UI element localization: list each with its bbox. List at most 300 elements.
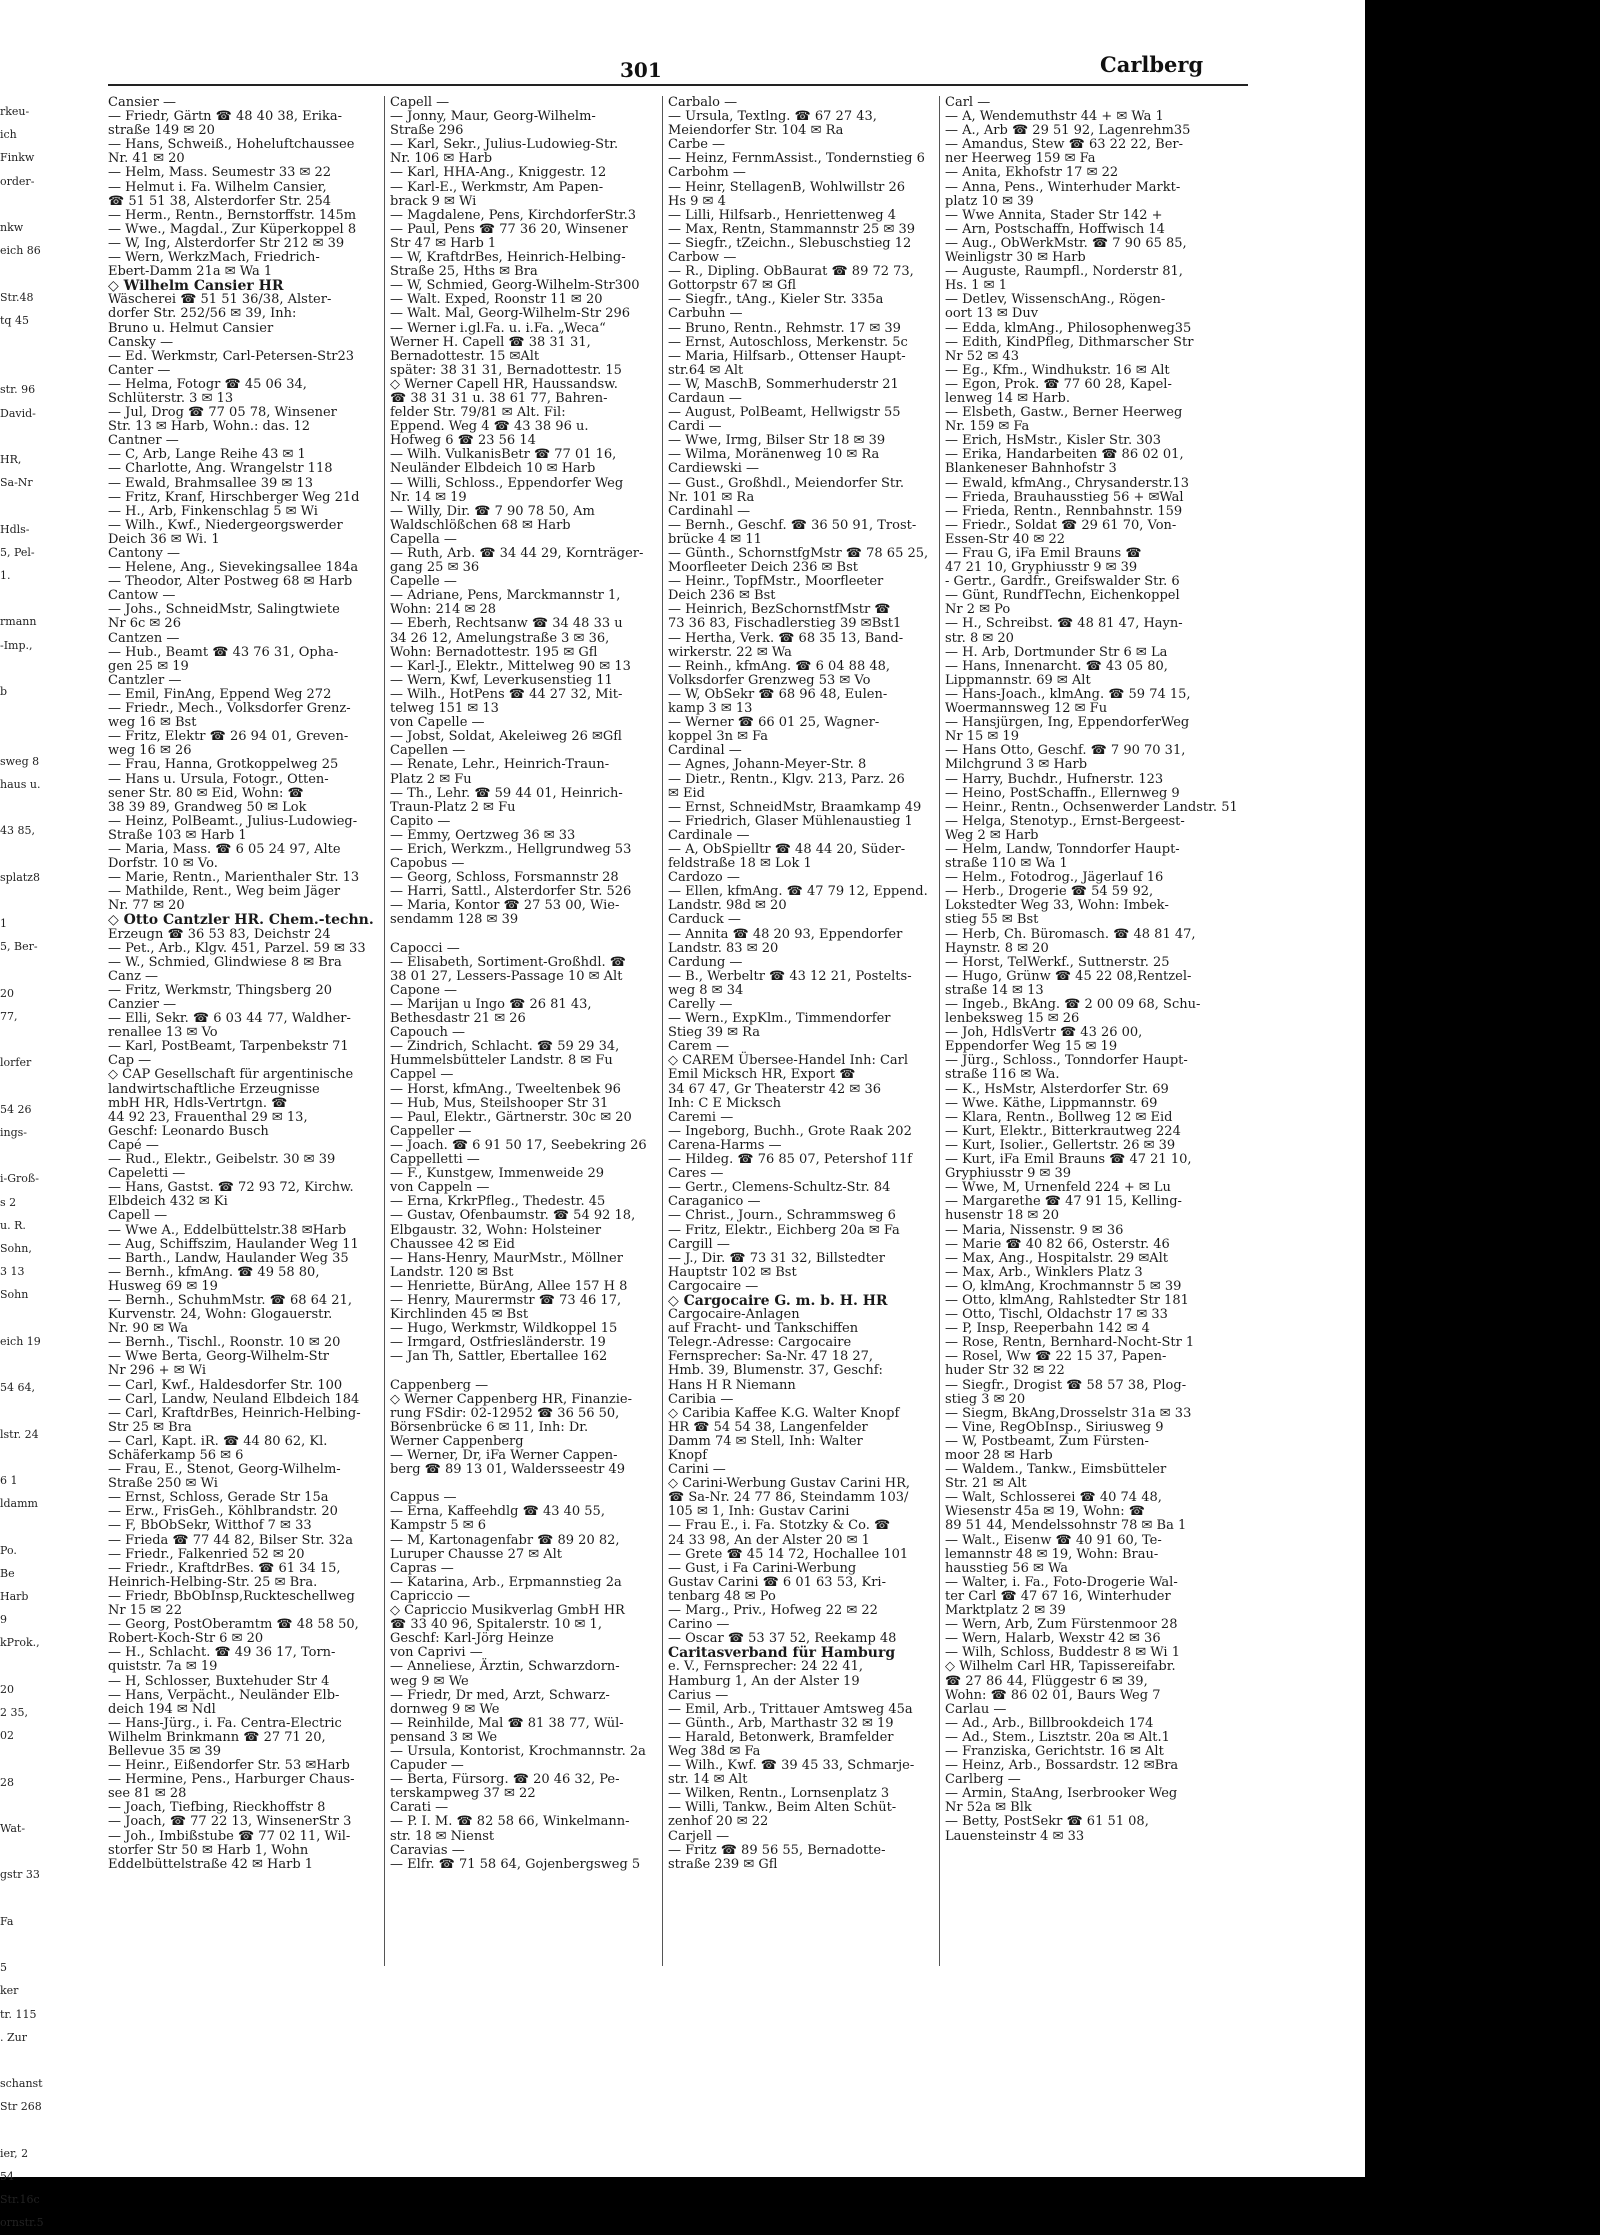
margin-fragment: ker: [0, 1984, 19, 1998]
directory-line: Carlau —: [945, 1701, 1007, 1717]
directory-line: — H., Schlacht. ☎ 49 36 17, Torn-: [108, 1645, 336, 1661]
previous-page-edge: [0, 100, 58, 2230]
directory-line: — Herb., Drogerie ☎ 54 59 92,: [945, 884, 1154, 900]
directory-line: ☎ 38 31 31 u. 38 61 77, Bahren-: [390, 390, 608, 406]
margin-fragment: 5, Ber-: [0, 940, 38, 954]
directory-line: — W, KraftdrBes, Heinrich-Helbing-: [390, 250, 626, 266]
directory-line: Heinrich-Helbing-Str. 25 ✉ Bra.: [108, 1574, 318, 1590]
directory-line: Nr. 101 ✉ Ra: [668, 489, 755, 505]
directory-line: feldstraße 18 ✉ Lok 1: [668, 856, 812, 872]
directory-line: Werner Cappenberg: [390, 1433, 524, 1449]
directory-line: str. 8 ✉ 20: [945, 630, 1014, 646]
margin-fragment: [0, 332, 58, 355]
directory-line: — Kurt, iFa Emil Brauns ☎ 47 21 10,: [945, 1152, 1192, 1168]
directory-line: Capell —: [390, 95, 450, 110]
directory-line: Volksdorfer Grenzweg 53 ✉ Vo: [668, 672, 871, 688]
directory-line: — Wwe A., Eddelbüttelstr.38 ✉Harb: [108, 1222, 347, 1238]
directory-line: — Klara, Rentn., Bollweg 12 ✉ Eid: [945, 1109, 1173, 1125]
directory-line: 34 67 47, Gr Theaterstr 42 ✉ 36: [668, 1081, 881, 1097]
directory-line: Lauensteinstr 4 ✉ 33: [945, 1828, 1085, 1844]
directory-line: Hs. 1 ✉ 1: [945, 278, 1007, 294]
directory-line: — Ewald, kfmAng., Chrysanderstr.13: [945, 475, 1189, 491]
directory-line: — Wwe. Käthe, Lippmannstr. 69: [945, 1095, 1158, 1111]
margin-fragment: HR,: [0, 453, 22, 467]
directory-line: Nr 6c ✉ 26: [108, 616, 181, 632]
margin-fragment: Harb: [0, 1590, 29, 1603]
directory-line: Wiesenstr 45a ✉ 19, Wohn: ☎: [945, 1504, 1145, 1520]
directory-line: — A., Arb ☎ 29 51 92, Lagenrehm35: [945, 123, 1191, 139]
directory-line: — F, BbObSekr, Witthof 7 ✉ 33: [108, 1518, 312, 1534]
directory-line: Carem —: [668, 1039, 730, 1055]
directory-line: — Franziska, Gerichtstr. 16 ✉ Alt: [945, 1743, 1164, 1759]
directory-line: — Werner, Dr, iFa Werner Cappen-: [390, 1448, 618, 1463]
directory-line: — Katarina, Arb., Erpmannstieg 2a: [390, 1574, 622, 1590]
directory-line: — Walter, i. Fa., Foto-Drogerie Wal-: [945, 1574, 1178, 1590]
directory-line: — Rud., Elektr., Geibelstr. 30 ✉ 39: [108, 1152, 336, 1168]
directory-line: — Wern, Halarb, Wexstr 42 ✉ 36: [945, 1631, 1161, 1647]
directory-line: — Herm., Rentn., Bernstorffstr. 145m: [108, 207, 357, 223]
margin-fragment: [0, 1794, 58, 1817]
directory-line: Chaussee 42 ✉ Eid: [390, 1236, 515, 1252]
margin-fragment: ornstr.5: [0, 2216, 44, 2230]
directory-line: Weg 38d ✉ Fa: [668, 1743, 761, 1759]
margin-fragment: Po.: [0, 1543, 17, 1557]
column-4: [945, 95, 1238, 1966]
directory-line: — Ursula, Textlng. ☎ 67 27 43,: [668, 109, 877, 125]
directory-line: — Helm, Landw, Tonndorfer Haupt-: [945, 841, 1180, 857]
directory-line: Waldschlößchen 68 ✉ Harb: [390, 517, 571, 533]
directory-line: 24 33 98, An der Alster 20 ✉ 1: [668, 1532, 870, 1548]
directory-line: Capras —: [390, 1560, 454, 1576]
directory-line: — Max, Arb., Winklers Platz 3: [945, 1264, 1143, 1280]
margin-fragment: i-Groß-: [0, 1172, 39, 1186]
margin-fragment: [0, 796, 58, 819]
directory-line: — Joh, HdlsVertr ☎ 43 26 00,: [945, 1025, 1143, 1041]
directory-line: Caritasverband für Hamburg: [668, 1645, 896, 1662]
directory-line: Blankeneser Bahnhofstr 3: [945, 461, 1117, 477]
directory-line: ☎ 51 51 38, Alsterdorfer Str. 254: [108, 193, 332, 209]
directory-line: — Theodor, Alter Postweg 68 ✉ Harb: [108, 574, 353, 590]
directory-line: Eddelbüttelstraße 42 ✉ Harb 1: [108, 1856, 314, 1872]
directory-line: — Bruno, Rentn., Rehmstr. 17 ✉ 39: [668, 320, 901, 336]
directory-line: telweg 151 ✉ 13: [390, 701, 499, 717]
directory-line: — Jonny, Maur, Georg-Wilhelm-: [390, 109, 596, 125]
directory-line: berg ☎ 89 13 01, Waldersseestr 49: [390, 1462, 626, 1478]
directory-line: — Wilken, Rentn., Lornsenplatz 3: [668, 1786, 890, 1802]
directory-line: - Gertr., Gardfr., Greifswalder Str. 6: [945, 574, 1180, 590]
margin-fragment: rmann: [0, 615, 37, 629]
directory-line: Canz —: [108, 968, 159, 984]
directory-line: — A, Wendemuthstr 44 + ✉ Wa 1: [945, 109, 1164, 125]
margin-fragment: ldamm: [0, 1497, 38, 1511]
directory-line: Wäscherei ☎ 51 51 36/38, Alster-: [108, 292, 332, 308]
directory-line: Hamburg 1, An der Alster 19: [668, 1673, 860, 1689]
directory-line: 47 21 10, Gryphiusstr 9 ✉ 39: [945, 560, 1138, 576]
directory-line: — Ad., Arb., Billbrookdeich 174: [945, 1715, 1154, 1731]
margin-fragment: lorfer: [0, 1056, 32, 1070]
directory-line: [390, 1364, 655, 1378]
directory-line: ◇ Wilhelm Cansier HR: [108, 278, 284, 295]
margin-fragment: [0, 703, 58, 726]
directory-line: Cardinahl —: [668, 503, 751, 519]
directory-line: — Joach, ☎ 77 22 13, WinsenerStr 3: [108, 1814, 352, 1830]
directory-line: Cargocaire —: [668, 1278, 759, 1294]
directory-line: — Frau, E., Stenot, Georg-Wilhelm-: [108, 1462, 341, 1478]
directory-line: — Max, Rentn, Stammannstr 25 ✉ 39: [668, 221, 916, 237]
directory-line: — Wern, WerkzMach, Friedrich-: [108, 250, 320, 266]
directory-line: tenbarg 48 ✉ Po: [668, 1588, 776, 1604]
margin-fragment: 6 1: [0, 1473, 18, 1487]
directory-line: — Harald, Betonwerk, Bramfelder: [668, 1729, 894, 1745]
margin-fragment: 3 13: [0, 1265, 25, 1279]
margin-fragment: splatz8: [0, 870, 40, 884]
margin-fragment: Fa: [0, 1914, 14, 1928]
margin-fragment: Finkw: [0, 151, 35, 165]
directory-line: — Henriette, BürAng, Allee 157 H 8: [390, 1278, 628, 1294]
margin-fragment: 54: [0, 2170, 14, 2184]
directory-line: Werner H. Capell ☎ 38 31 31,: [390, 334, 591, 350]
directory-line: — Günt, RundfTechn, Eichenkoppel: [945, 588, 1180, 604]
directory-line: Capocci —: [390, 940, 460, 956]
directory-line: Nr 15 ✉ 22: [108, 1603, 182, 1619]
directory-line: — Amandus, Stew ☎ 63 22 22, Ber-: [945, 137, 1184, 153]
directory-line: — Agnes, Johann-Meyer-Str. 8: [668, 757, 867, 773]
directory-line: Cares —: [668, 1166, 724, 1182]
directory-line: Capellen —: [390, 743, 466, 759]
directory-line: — Harri, Sattl., Alsterdorfer Str. 526: [390, 884, 632, 900]
column-divider: [662, 96, 663, 1966]
directory-line: — Friedr., Falkenried 52 ✉ 20: [108, 1546, 305, 1562]
directory-line: — Erna, Kaffeehdlg ☎ 43 40 55,: [390, 1504, 605, 1520]
directory-line: Caremi —: [668, 1109, 734, 1125]
directory-line: rung FSdir: 02-12952 ☎ 36 56 50,: [390, 1405, 620, 1421]
directory-line: — Fritz ☎ 89 56 55, Bernadotte-: [668, 1842, 886, 1858]
directory-line: Cappel —: [390, 1067, 454, 1083]
directory-line: Gottorpstr 67 ✉ Gfl: [668, 278, 797, 294]
directory-line: — Barth., Landw, Haulander Weg 35: [108, 1250, 349, 1266]
margin-fragment: [0, 1933, 58, 1956]
directory-line: — Reinhilde, Mal ☎ 81 38 77, Wül-: [390, 1715, 624, 1731]
directory-line: Str. 13 ✉ Harb, Wohn.: das. 12: [108, 419, 311, 435]
directory-line: — C, Arb, Lange Reihe 43 ✉ 1: [108, 447, 306, 463]
directory-line: lemannstr 48 ✉ 19, Wohn: Brau-: [945, 1546, 1159, 1562]
directory-line: Neuländer Elbdeich 10 ✉ Harb: [390, 461, 596, 477]
directory-line: — Carl, Landw, Neuland Elbdeich 184: [108, 1391, 360, 1407]
directory-line: dorfer Str. 252/56 ✉ 39, Inh:: [108, 306, 297, 322]
directory-line: — Dietr., Rentn., Klgv. 213, Parz. 26: [668, 771, 905, 787]
directory-line: — Jobst, Soldat, Akeleiweg 26 ✉Gfl: [390, 729, 622, 745]
directory-line: — W., Schmied, Glindwiese 8 ✉ Bra: [108, 954, 342, 970]
margin-fragment: [0, 1887, 58, 1910]
directory-line: weg 9 ✉ We: [390, 1673, 469, 1689]
directory-line: Str 25 ✉ Bra: [108, 1419, 192, 1435]
directory-line: — Johs., SchneidMstr, Salingtwiete: [108, 602, 340, 618]
directory-line: Börsenbrücke 6 ✉ 11, Inh: Dr.: [390, 1419, 589, 1435]
directory-line: Bernadottestr. 15 ✉Alt: [390, 348, 540, 364]
directory-line: von Caprivi —: [390, 1645, 483, 1661]
directory-line: ☎ 33 40 96, Spitalerstr. 10 ✉ 1,: [390, 1617, 602, 1633]
directory-line: — Georg, PostOberamtm ☎ 48 58 50,: [108, 1617, 359, 1633]
directory-line: — Elisabeth, Sortiment-Großhdl. ☎: [390, 954, 626, 970]
margin-fragment: [0, 1028, 58, 1051]
directory-line: — Jan Th, Sattler, Ebertallee 162: [390, 1349, 608, 1365]
directory-line: landwirtschaftliche Erzeugnisse: [108, 1081, 320, 1097]
directory-line: — Hermine, Pens., Harburger Chaus-: [108, 1772, 355, 1788]
directory-line: Canter —: [108, 362, 171, 378]
directory-line: Carduck —: [668, 912, 741, 928]
directory-line: Nr. 41 ✉ 20: [108, 151, 185, 167]
margin-fragment: 28: [0, 1775, 14, 1789]
directory-line: lenbeksweg 15 ✉ 26: [945, 1011, 1080, 1027]
directory-line: — W, Ing, Alsterdorfer Str 212 ✉ 39: [108, 235, 345, 251]
directory-line: — H. Arb, Dortmunder Str 6 ✉ La: [945, 644, 1168, 660]
directory-line: Lokstedter Weg 33, Wohn: Imbek-: [945, 898, 1169, 914]
directory-line: Cappus —: [390, 1490, 457, 1506]
directory-line: Erzeugn ☎ 36 53 83, Deichstr 24: [108, 926, 331, 942]
directory-line: — Erw., FrisGeh., Köhlbrandstr. 20: [108, 1504, 338, 1520]
directory-line: ◇ Carini-Werbung Gustav Carini HR,: [668, 1476, 911, 1492]
margin-fragment: [0, 1399, 58, 1422]
directory-line: — Heinr., Eißendorfer Str. 53 ✉Harb: [108, 1758, 350, 1774]
directory-line: — Betty, PostSekr ☎ 61 51 08,: [945, 1814, 1149, 1830]
directory-line: — Gertr., Clemens-Schultz-Str. 84: [668, 1180, 891, 1196]
directory-line: Luruper Chausse 27 ✉ Alt: [390, 1546, 563, 1562]
directory-line: — Hans Otto, Geschf. ☎ 7 90 70 31,: [945, 743, 1186, 759]
directory-line: Schlüterstr. 3 ✉ 13: [108, 390, 234, 406]
directory-line: — Helmut i. Fa. Wilhelm Cansier,: [108, 179, 327, 195]
directory-line: Carbalo —: [668, 95, 738, 110]
directory-line: ◇ Otto Cantzler HR. Chem.-techn.: [108, 912, 374, 929]
directory-line: straße 14 ✉ 13: [945, 982, 1044, 998]
margin-fragment: schanst: [0, 2077, 43, 2091]
directory-line: Eppend. Weg 4 ☎ 43 38 96 u.: [390, 419, 589, 435]
directory-line: Nr. 159 ✉ Fa: [945, 419, 1030, 435]
directory-line: deich 194 ✉ Ndl: [108, 1701, 216, 1717]
directory-line: — Ewald, Brahmsallee 39 ✉ 13: [108, 475, 313, 491]
margin-fragment: 43 85,: [0, 824, 35, 838]
directory-line: — Heinr., TopfMstr., Moorfleeter: [668, 574, 884, 590]
directory-line: Haynstr. 8 ✉ 20: [945, 940, 1049, 956]
directory-line: — Bernh., kfmAng. ☎ 49 58 80,: [108, 1264, 320, 1280]
directory-line: — Erich, HsMstr., Kisler Str. 303: [945, 433, 1162, 449]
directory-line: Capouch —: [390, 1025, 466, 1041]
directory-line: Telegr.-Adresse: Cargocaire: [668, 1335, 852, 1351]
directory-line: — Jürg., Schloss., Tonndorfer Haupt-: [945, 1053, 1188, 1069]
directory-line: Carelly —: [668, 997, 733, 1012]
directory-line: — Paul, Elektr., Gärtnerstr. 30c ✉ 20: [390, 1109, 632, 1125]
directory-line: husenstr 18 ✉ 20: [945, 1208, 1059, 1224]
directory-line: — Berta, Fürsorg. ☎ 20 46 32, Pe-: [390, 1772, 620, 1788]
directory-line: — Walt. Exped, Roonstr 11 ✉ 20: [390, 292, 603, 308]
directory-line: Capeletti —: [108, 1166, 186, 1182]
margin-fragment: Str.48: [0, 290, 34, 304]
directory-line: Bruno u. Helmut Cansier: [108, 320, 274, 336]
directory-line: Carino —: [668, 1617, 730, 1633]
directory-line: Straße 25, Hths ✉ Bra: [390, 264, 538, 280]
directory-line: — Frau E., i. Fa. Stotzky & Co. ☎: [668, 1518, 891, 1534]
margin-fragment: 2 35,: [0, 1706, 28, 1720]
directory-line: — Horst, kfmAng., Tweeltenbek 96: [390, 1081, 621, 1097]
directory-line: — Karl, HHA-Ang., Kniggestr. 12: [390, 165, 607, 181]
directory-line: — Max, Ang., Hospitalstr. 29 ✉Alt: [945, 1250, 1168, 1266]
directory-line: straße 116 ✉ Wa.: [945, 1067, 1060, 1083]
directory-line: Nr 2 ✉ Po: [945, 602, 1011, 618]
directory-line: 105 ✉ 1, Inh: Gustav Carini: [668, 1504, 850, 1520]
directory-line: Cap —: [108, 1053, 152, 1069]
column-2: [390, 96, 655, 1966]
directory-line: — R., Dipling. ObBaurat ☎ 89 72 73,: [668, 264, 914, 280]
directory-line: Straße 103 ✉ Harb 1: [108, 827, 247, 843]
directory-line: Wohn: 214 ✉ 28: [390, 602, 497, 618]
directory-line: — Carl, KraftdrBes, Heinrich-Helbing-: [108, 1405, 361, 1421]
directory-line: wirkerstr. 22 ✉ Wa: [668, 644, 792, 660]
directory-line: — K., HsMstr, Alsterdorfer Str. 69: [945, 1081, 1169, 1097]
directory-line: — Friedr, BbObInsp,Ruckteschellweg: [108, 1588, 355, 1604]
directory-line: Robert-Koch-Str 6 ✉ 20: [108, 1631, 264, 1647]
directory-line: — Helma, Fotogr ☎ 45 06 34,: [108, 376, 307, 392]
directory-line: — Wern., ExpKlm., Timmendorfer: [668, 1011, 891, 1027]
directory-line: [390, 1477, 655, 1491]
directory-line: — Ernst, Schloss, Gerade Str 15a: [108, 1490, 329, 1506]
margin-fragment: Hdls-: [0, 522, 30, 536]
directory-line: — Erika, Handarbeiten ☎ 86 02 01,: [945, 447, 1184, 463]
margin-fragment: Sa-Nr: [0, 476, 33, 490]
margin-fragment: ings-: [0, 1125, 28, 1139]
directory-line: Nr 52a ✉ Blk: [945, 1800, 1032, 1816]
directory-line: Cantzen —: [108, 630, 180, 646]
directory-line: — Waldem., Tankw., Eimsbütteler: [945, 1462, 1167, 1478]
directory-line: — Zindrich, Schlacht. ☎ 59 29 34,: [390, 1039, 620, 1055]
directory-line: Cardaun —: [668, 390, 742, 406]
margin-fragment: [0, 657, 58, 680]
directory-line: — Auguste, Raumpfl., Norderstr 81,: [945, 264, 1183, 280]
directory-line: — Siegfr., tZeichn., Slebuschstieg 12: [668, 235, 912, 251]
directory-line: — Wern, Kwf, Leverkusenstieg 11: [390, 672, 613, 688]
column-divider: [939, 96, 940, 1966]
directory-line: — Hans, Verpächt., Neuländer Elb-: [108, 1687, 340, 1703]
directory-line: Wohn: Bernadottestr. 195 ✉ Gfl: [390, 644, 598, 660]
directory-line: — Bernh., Tischl., Roonstr. 10 ✉ 20: [108, 1335, 341, 1351]
directory-line: platz 10 ✉ 39: [945, 193, 1034, 209]
directory-line: — Adriane, Pens, Marckmannstr 1,: [390, 588, 621, 604]
margin-fragment: [0, 726, 58, 749]
directory-line: — Mathilde, Rent., Weg beim Jäger: [108, 884, 341, 900]
directory-line: — Frau, Hanna, Grotkoppelweg 25: [108, 757, 339, 773]
directory-line: Bethesdastr 21 ✉ 26: [390, 1011, 526, 1027]
directory-line: straße 110 ✉ Wa 1: [945, 856, 1068, 872]
directory-line: — Wwe, Irmg, Bilser Str 18 ✉ 39: [668, 433, 886, 449]
margin-fragment: ier, 2: [0, 2146, 29, 2160]
directory-line: — Friedr, Gärtn ☎ 48 40 38, Erika-: [108, 109, 343, 125]
margin-fragment: [0, 494, 58, 517]
directory-line: — Ed. Werkmstr, Carl-Petersen-Str23: [108, 348, 355, 364]
directory-line: — Reinh., kfmAng. ☎ 6 04 88 48,: [668, 658, 891, 674]
directory-line: Weg 2 ✉ Harb: [945, 827, 1039, 843]
directory-line: stieg 3 ✉ 20: [945, 1391, 1026, 1407]
directory-line: — Magdalene, Pens, KirchdorferStr.3: [390, 207, 637, 223]
directory-line: Capriccio —: [390, 1588, 471, 1604]
directory-line: — Friedr., Soldat ☎ 29 61 70, Von-: [945, 517, 1177, 533]
directory-line: — Otto, Tischl, Oldachstr 17 ✉ 33: [945, 1307, 1168, 1323]
directory-line: ner Heerweg 159 ✉ Fa: [945, 151, 1096, 167]
directory-line: — Ernst, SchneidMstr, Braamkamp 49: [668, 799, 922, 815]
directory-line: Cardinale —: [668, 827, 750, 843]
directory-line: Cargocaire-Anlagen: [668, 1307, 800, 1323]
margin-fragment: [0, 262, 58, 285]
directory-line: koppel 3n ✉ Fa: [668, 729, 769, 745]
column-3: [668, 96, 933, 1966]
directory-line: — Marijan u Ingo ☎ 26 81 43,: [390, 997, 592, 1012]
directory-line: weg 8 ✉ 34: [668, 982, 744, 998]
directory-line: — Horst, TelWerkf., Suttnerstr. 25: [945, 954, 1170, 970]
directory-line: — Siegfr., tAng., Kieler Str. 335a: [668, 292, 884, 308]
directory-line: — Bernh., Geschf. ☎ 36 50 91, Trost-: [668, 517, 917, 533]
directory-line: Carlberg —: [945, 1772, 1021, 1788]
margin-fragment: kProk.,: [0, 1636, 40, 1650]
directory-line: — Bernh., SchuhmMstr. ☎ 68 64 21,: [108, 1292, 352, 1308]
directory-line: — W, MaschB, Sommerhuderstr 21: [668, 376, 899, 392]
directory-line: Hs 9 ✉ 4: [668, 193, 726, 209]
directory-line: — Aug, Schiffszim, Haulander Weg 11: [108, 1236, 359, 1252]
margin-fragment: [0, 587, 58, 610]
directory-line: Traun-Platz 2 ✉ Fu: [390, 799, 516, 815]
directory-line: Capelle —: [390, 574, 457, 590]
directory-line: brücke 4 ✉ 11: [668, 531, 762, 547]
directory-line: — Werner ☎ 66 01 25, Wagner-: [668, 715, 880, 731]
directory-line: Bellevue 35 ✉ 39: [108, 1743, 222, 1759]
directory-line: Kampstr 5 ✉ 6: [390, 1518, 487, 1534]
directory-line: Capone —: [390, 982, 458, 998]
directory-line: — Irmgard, Ostfriesländerstr. 19: [390, 1335, 606, 1351]
directory-line: — Walt., Eisenw ☎ 40 91 60, Te-: [945, 1532, 1162, 1548]
margin-fragment: haus u.: [0, 777, 41, 791]
margin-fragment: nkw: [0, 221, 24, 235]
directory-line: Weinligstr 30 ✉ Harb: [945, 250, 1086, 266]
column-1: [108, 96, 373, 1966]
margin-fragment: s 2: [0, 1195, 17, 1209]
directory-line: — W, Schmied, Georg-Wilhelm-Str300: [390, 278, 640, 294]
directory-line: — August, PolBeamt, Hellwigstr 55: [668, 405, 901, 421]
directory-line: str. 14 ✉ Alt: [668, 1772, 748, 1788]
directory-line: — Heinrich, BezSchornstfMstr ☎: [668, 602, 891, 618]
directory-line: — Hans-Jürg., i. Fa. Centra-Electric: [108, 1715, 342, 1731]
directory-line: — Margarethe ☎ 47 91 15, Kelling-: [945, 1194, 1182, 1210]
margin-fragment: . Zur: [0, 2030, 27, 2044]
directory-line: Gustav Carini ☎ 6 01 63 53, Kri-: [668, 1574, 886, 1590]
directory-line: — Egon, Prok. ☎ 77 60 28, Kapel-: [945, 376, 1172, 392]
directory-line: — Elli, Sekr. ☎ 6 03 44 77, Waldher-: [108, 1011, 351, 1027]
directory-line: auf Fracht- und Tankschiffen: [668, 1321, 859, 1337]
directory-line: — Ingeb., BkAng. ☎ 2 00 09 68, Schu-: [945, 997, 1201, 1012]
directory-line: Capé —: [108, 1137, 159, 1153]
directory-line: Landstr. 83 ✉ 20: [668, 940, 779, 956]
directory-line: Cantony —: [108, 546, 180, 561]
directory-line: ◇ Cargocaire G. m. b. H. HR: [668, 1292, 888, 1309]
directory-line: — Wilh. VulkanisBetr ☎ 77 01 16,: [390, 447, 617, 463]
directory-line: Carati —: [390, 1800, 449, 1816]
directory-line: — Helga, Stenotyp., Ernst-Bergeest-: [945, 813, 1185, 829]
margin-fragment: 1.: [0, 569, 11, 583]
directory-line: Caraganico —: [668, 1194, 761, 1210]
directory-line: — Annita ☎ 48 20 93, Eppendorfer: [668, 926, 903, 942]
directory-line: HR ☎ 54 54 38, Langenfelder: [668, 1419, 868, 1435]
directory-line: — Hub, Mus, Steilshooper Str 31: [390, 1095, 609, 1111]
directory-line: — Frieda, Rentn., Rennbahnstr. 159: [945, 503, 1183, 519]
directory-line: zenhof 20 ✉ 22: [668, 1814, 769, 1830]
directory-line: Wohn: ☎ 86 02 01, Baurs Weg 7: [945, 1687, 1161, 1703]
directory-line: — Willi, Schloss., Eppendorfer Weg: [390, 475, 624, 491]
directory-line: 38 39 89, Grandweg 50 ✉ Lok: [108, 799, 307, 815]
